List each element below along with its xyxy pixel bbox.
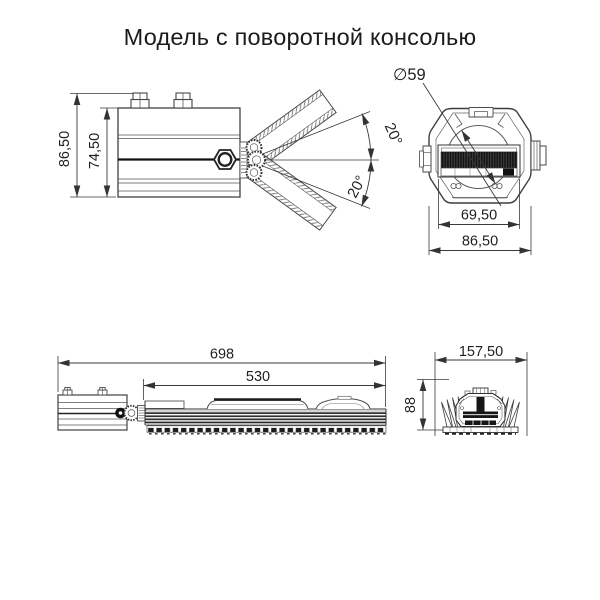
view-luminaire-side [58, 347, 386, 434]
serrated-pivot-joint [240, 140, 265, 180]
dim-body-length [144, 369, 386, 400]
diameter-label: ∅59 [393, 66, 426, 84]
view-side-console [57, 90, 405, 230]
cable-gland [531, 141, 546, 170]
bracket-bolts [63, 388, 107, 396]
angle-lower-label: 20° [344, 172, 370, 201]
serrated-disc [247, 165, 262, 180]
view-console-section [393, 66, 546, 255]
end-height-label: 88 [403, 396, 419, 414]
hex-nut [214, 150, 236, 169]
left-bolt-boss [420, 146, 432, 172]
total-height-label: 86,50 [57, 130, 73, 168]
view-luminaire-end [403, 344, 527, 436]
mounting-bolt [131, 93, 149, 108]
total-length-label: 698 [209, 346, 235, 363]
clamp-band [438, 145, 520, 177]
led-strip [147, 426, 386, 432]
body-height-label: 74,50 [87, 132, 103, 170]
heatsink-fins [145, 412, 386, 425]
page-title: Модель с поворотной консолью [123, 24, 477, 50]
top-slot [469, 107, 493, 117]
inner-width-label: 69,50 [460, 207, 498, 224]
mounting-bracket [58, 388, 127, 431]
mounting-bolt [174, 93, 192, 108]
angle-upper-label: 20° [380, 120, 406, 148]
dim-body-height [87, 108, 118, 197]
outer-width-label: 86,50 [461, 233, 499, 250]
angle-arc-upper [362, 114, 405, 161]
driver-cover [316, 396, 370, 409]
top-step-plate [145, 401, 184, 409]
pivot-serrated-disc [124, 406, 138, 420]
end-housing [456, 388, 505, 427]
mounting-bolts [131, 93, 192, 108]
end-base-plate [443, 427, 518, 434]
body-length-label: 530 [245, 369, 271, 385]
end-width-label: 157,50 [458, 344, 504, 360]
luminaire-body [145, 396, 386, 434]
